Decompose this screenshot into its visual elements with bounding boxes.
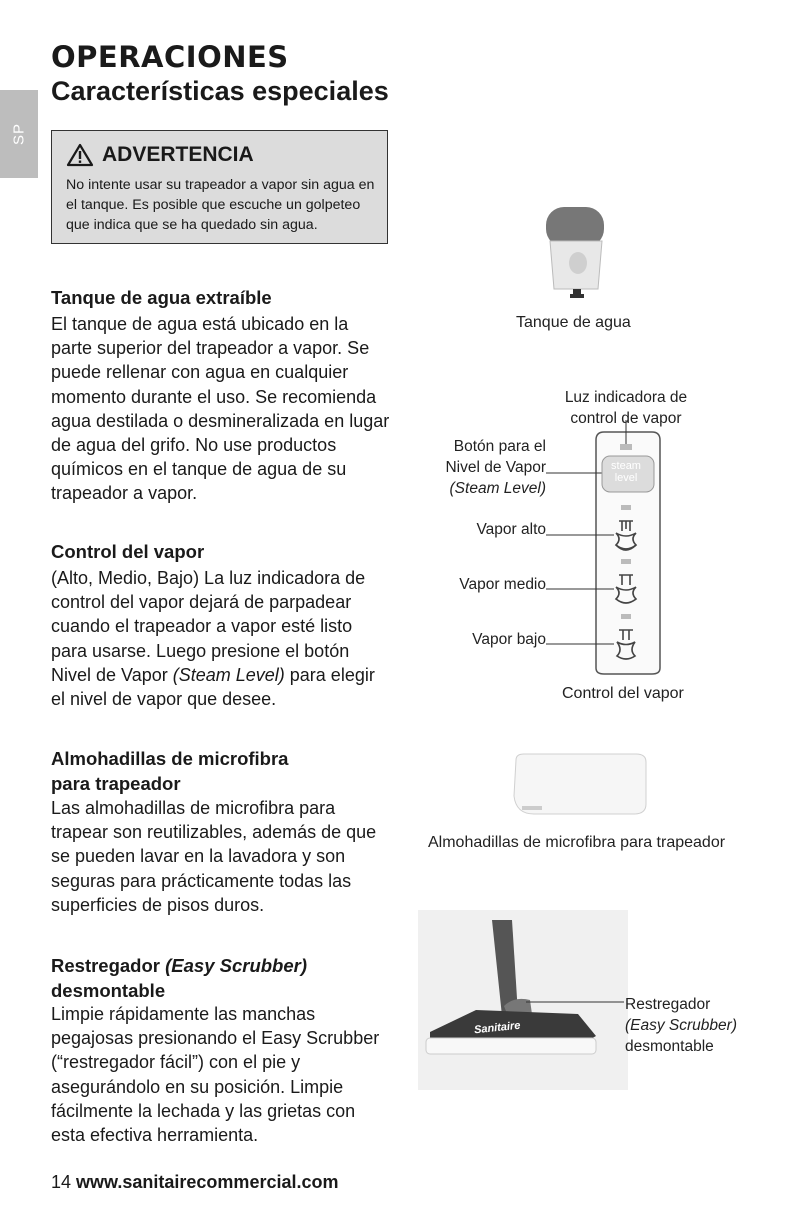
steam-level-button	[604, 460, 648, 484]
pads-heading-line2: para trapeador	[51, 773, 181, 794]
easy-scrubber-label	[625, 994, 737, 1057]
steam-heading: Control del vapor	[51, 541, 205, 562]
steam-high-label: Vapor alto	[476, 521, 546, 538]
indicator-light-label-line2: control de vapor	[570, 410, 682, 427]
steam-body-post: para elegir el nivel de vapor que desee.	[51, 664, 375, 710]
language-tab-label: SP	[10, 122, 28, 146]
steam-control-caption: Control del vapor	[562, 685, 684, 702]
page-footer	[51, 1172, 339, 1193]
page-title: OPERACIONES	[51, 40, 289, 74]
microfiber-pad-image	[508, 750, 650, 822]
steam-body-pre: (Alto, Medio, Bajo) La luz indicadora de control del vapor dejará de parpadear cuando el trapeador a vapor esté listo para usarse. Luego presione el botón Nivel de Vapor	[51, 568, 366, 685]
pads-body: Las almohadillas de microfibra para trapear son reutilizables, además de que se pueden lavar en la lavadora y son seguras para prácticamente todas las superficies de pisos duros.	[51, 798, 377, 915]
page-number: 14	[51, 1172, 72, 1192]
scrubber-heading-line1	[51, 953, 307, 978]
steam-medium-label: Vapor medio	[459, 576, 546, 593]
warning-triangle-icon	[66, 143, 94, 167]
tank-body: El tanque de agua está ubicado en la parte superior del trapeador a vapor. Se puede rellenar con agua en cualquier momento durante el uso. Se recomienda agua destilada o desmineralizada en lugar de agua del grifo. No use productos químicos en el tanque de agua de su trapeador a vapor.	[51, 314, 390, 504]
steam-level-label-line1: Botón para el	[453, 438, 546, 455]
scrubber-heading-em: (Easy Scrubber)	[165, 955, 308, 976]
water-tank-caption: Tanque de agua	[516, 314, 631, 331]
easy-scrubber-label-line3: desmontable	[625, 1038, 714, 1055]
steam-level-button-label	[430, 436, 546, 499]
sanitaire-brand: Sanitaire	[473, 1019, 521, 1037]
steam-level-button-line2: level	[614, 472, 638, 484]
steam-body-em: (Steam Level)	[172, 664, 285, 685]
scrubber-body: Limpie rápidamente las manchas pegajosas presionando el Easy Scrubber (“restregador fácil”) con el pie y asegurándolo en su posición. Limpie fácilmente la lechada y las grietas con esta efectiva herramienta.	[51, 1004, 380, 1146]
language-tab	[0, 90, 38, 178]
warning-box	[51, 130, 388, 244]
steam-control-panel-image	[544, 420, 664, 680]
indicator-light-label-line1: Luz indicadora de	[564, 389, 688, 406]
scrubber-heading-pre: Restregador	[51, 955, 166, 976]
page-subtitle: Características especiales	[51, 76, 389, 106]
easy-scrubber-label-line2: (Easy Scrubber)	[625, 1017, 737, 1034]
microfiber-pad-caption: Almohadillas de microfibra para trapeador	[428, 834, 726, 851]
steam-level-label-line2: Nivel de Vapor	[445, 459, 546, 476]
water-tank-image	[540, 205, 612, 301]
footer-url[interactable]: www.sanitairecommercial.com	[76, 1172, 339, 1192]
warning-text: No intente usar su trapeador a vapor sin agua en el tanque. Es posible que escuche un golpeteo que indica que se ha quedado sin agua.	[66, 177, 375, 233]
warning-title: ADVERTENCIA	[102, 143, 254, 166]
easy-scrubber-label-line1: Restregador	[625, 996, 711, 1013]
pads-heading-line1: Almohadillas de microfibra	[51, 748, 289, 769]
easy-scrubber-image	[418, 910, 628, 1090]
warning-heading	[66, 143, 254, 167]
steam-level-button-line1: steam	[611, 460, 641, 472]
scrubber-heading	[51, 953, 307, 1003]
steam-level-label-line3: (Steam Level)	[449, 480, 546, 497]
pads-heading	[51, 746, 288, 796]
steam-body	[51, 566, 391, 711]
scrubber-heading-line2: desmontable	[51, 980, 166, 1001]
steam-low-label: Vapor bajo	[472, 631, 546, 648]
tank-heading: Tanque de agua extraíble	[51, 287, 272, 308]
